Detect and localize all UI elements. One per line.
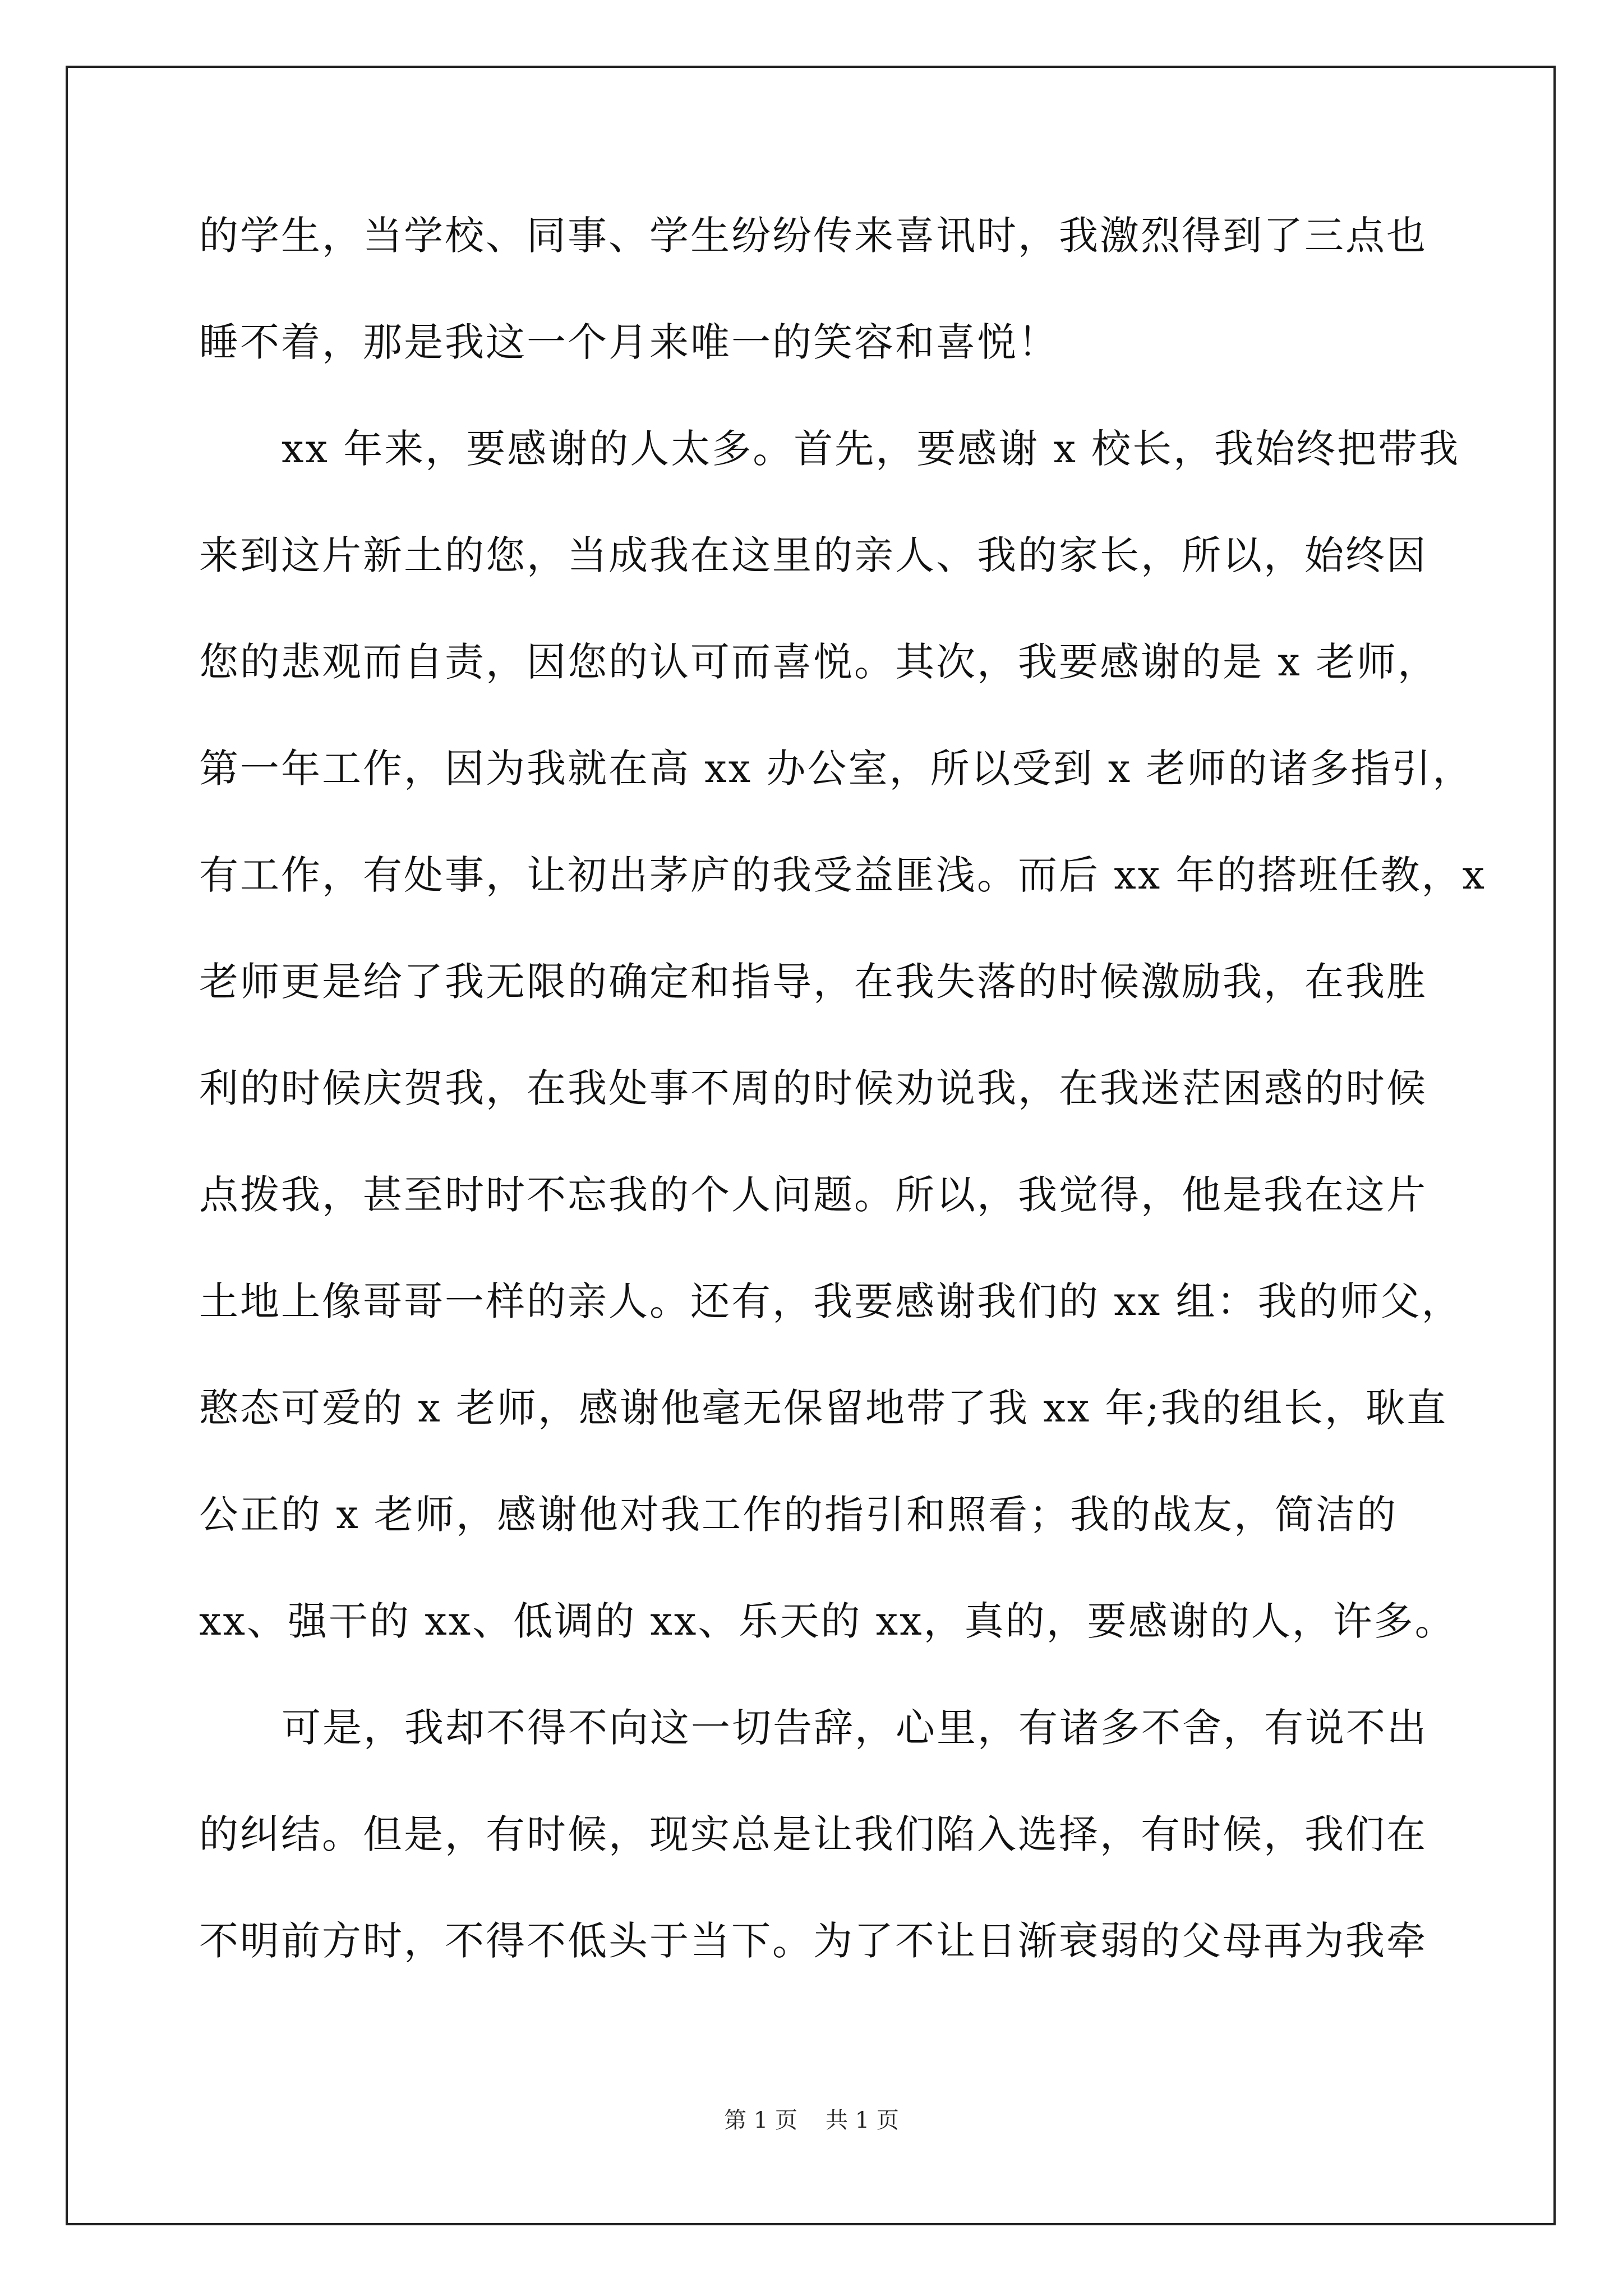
text-line: 土地上像哥哥一样的亲人。还有，我要感谢我们的 xx 组：我的师父， xyxy=(199,1278,1463,1324)
text-line: 公正的 x 老师，感谢他对我工作的指引和照看；我的战友，简洁的 xyxy=(199,1492,1398,1538)
text-line: 您的悲观而自责，因您的认可而喜悦。其次，我要感谢的是 x 老师， xyxy=(199,639,1438,685)
paragraph-start-line: 可是，我却不得不向这一切告辞，心里，有诸多不舍，有说不出 xyxy=(282,1705,1428,1751)
text-line: xx、强干的 xx、低调的 xx、乐天的 xx，真的，要感谢的人，许多。 xyxy=(199,1598,1456,1644)
text-line: 不明前方时，不得不低头于当下。为了不让日渐衰弱的父母再为我牵 xyxy=(199,1918,1427,1964)
text-line: 有工作，有处事，让初出茅庐的我受益匪浅。而后 xx 年的搭班任教，x xyxy=(199,852,1486,898)
text-line: 老师更是给了我无限的确定和指导，在我失落的时候激励我，在我胜 xyxy=(199,959,1427,1005)
text-line: 利的时候庆贺我，在我处事不周的时候劝说我，在我迷茫困惑的时候 xyxy=(199,1065,1427,1111)
page-footer xyxy=(0,2102,1623,2134)
text-line: 第一年工作，因为我就在高 xx 办公室，所以受到 x 老师的诸多指引， xyxy=(199,746,1474,792)
paragraph-start-line: xx 年来，要感谢的人太多。首先，要感谢 x 校长，我始终把带我 xyxy=(282,426,1460,472)
document-body xyxy=(199,208,1489,2019)
page-number: 第 1 页 xyxy=(724,2108,797,2133)
text-line: 来到这片新土的您，当成我在这里的亲人、我的家长，所以，始终因 xyxy=(199,532,1427,578)
page-total: 共 1 页 xyxy=(826,2108,899,2133)
text-line: 憨态可爱的 x 老师，感谢他毫无保留地带了我 xx 年;我的组长，耿直 xyxy=(199,1385,1448,1431)
text-line: 睡不着，那是我这一个月来唯一的笑容和喜悦！ xyxy=(199,319,1059,365)
text-line: 的学生，当学校、同事、学生纷纷传来喜讯时，我激烈得到了三点也 xyxy=(199,213,1427,259)
text-line: 点拨我，甚至时时不忘我的个人问题。所以，我觉得，他是我在这片 xyxy=(199,1172,1427,1218)
text-line: 的纠结。但是，有时候，现实总是让我们陷入选择，有时候，我们在 xyxy=(199,1811,1427,1857)
